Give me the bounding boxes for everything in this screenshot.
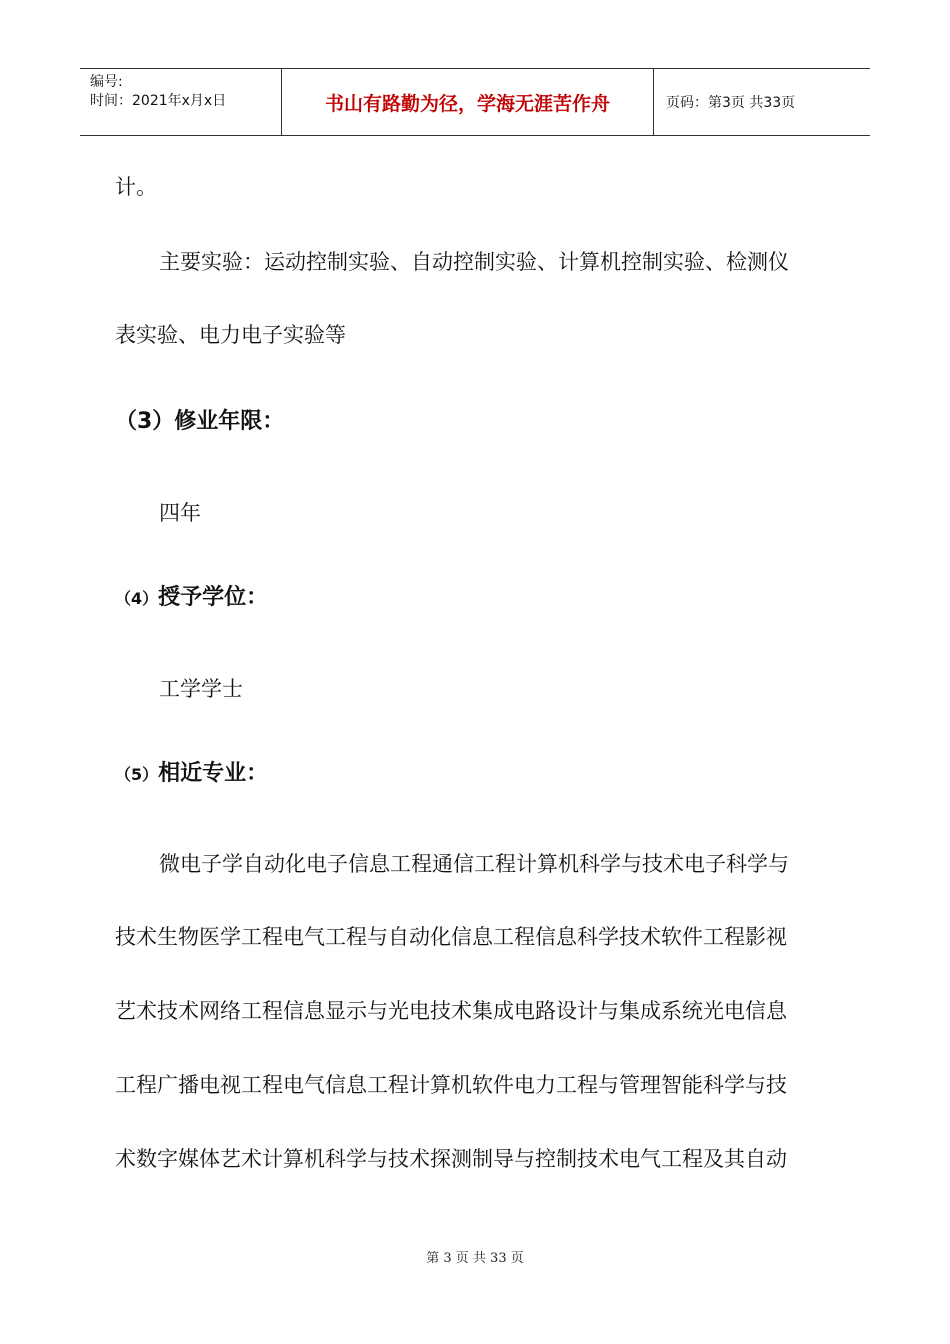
section3-content: 四年 (159, 501, 201, 525)
section5-title: 相近专业： (158, 761, 269, 786)
page-footer: 第 3 页 共 33 页 (426, 1251, 524, 1266)
experiments-line-1: 主要实验：运动控制实验、自动控制实验、计算机控制实验、检测仪 (159, 250, 789, 274)
time-label: 时间：2021年x月x日 (90, 93, 227, 109)
majors-line-5: 术数字媒体艺术计算机科学与技术探测制导与控制技术电气工程及其自动 (115, 1147, 787, 1171)
section3-heading: （3）修业年限： (115, 409, 285, 434)
section4-heading (115, 580, 268, 611)
header-motto: 书山有路勤为径，学海无涯苦作舟 (282, 69, 654, 135)
section4-number: （4） (115, 589, 159, 608)
header-page-info: 页码：第3页 共33页 (666, 95, 796, 111)
section5-number: （5） (115, 765, 159, 784)
majors-line-4: 工程广播电视工程电气信息工程计算机软件电力工程与管理智能科学与技 (115, 1073, 787, 1097)
majors-line-2: 技术生物医学工程电气工程与自动化信息工程信息科学技术软件工程影视 (115, 925, 787, 949)
majors-line-1: 微电子学自动化电子信息工程通信工程计算机科学与技术电子科学与 (159, 852, 789, 876)
serial-label: 编号: (90, 74, 123, 90)
page-header (80, 68, 870, 136)
majors-line-3: 艺术技术网络工程信息显示与光电技术集成电路设计与集成系统光电信息 (115, 999, 787, 1023)
section4-title: 授予学位： (158, 585, 269, 610)
section5-heading (115, 756, 268, 787)
header-meta (80, 69, 282, 135)
experiments-line-2: 表实验、电力电子实验等 (115, 323, 346, 347)
section4-content: 工学学士 (159, 677, 243, 701)
text-line-ji: 计。 (115, 175, 157, 199)
